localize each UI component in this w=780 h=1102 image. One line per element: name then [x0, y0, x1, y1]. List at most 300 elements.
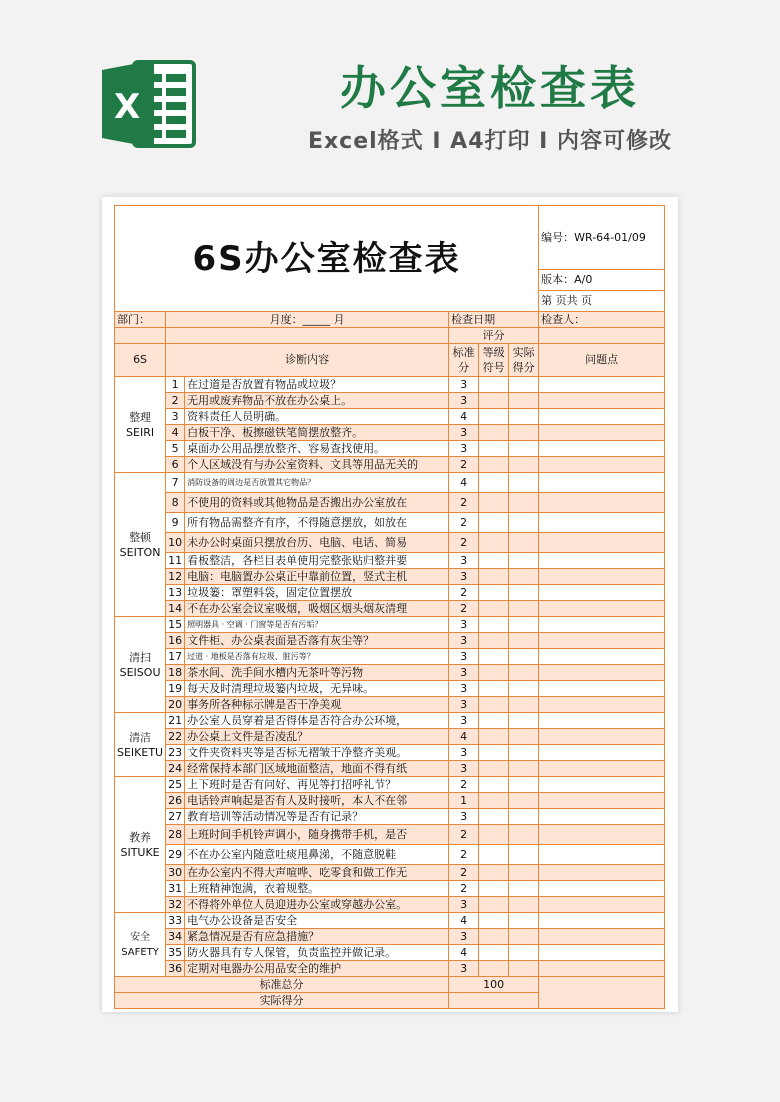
grade-cell[interactable]: [479, 377, 509, 393]
grade-cell[interactable]: [479, 425, 509, 441]
table-row: [115, 409, 665, 425]
table-row: [115, 585, 665, 601]
item-score: 2: [449, 513, 479, 533]
column-header-row: [115, 344, 665, 377]
issue-cell[interactable]: [539, 745, 665, 761]
grade-cell[interactable]: [479, 777, 509, 793]
actual-cell[interactable]: [509, 929, 539, 945]
issue-cell[interactable]: [539, 633, 665, 649]
item-text: 上班精神饱满，衣着规整。: [185, 881, 449, 897]
grade-cell[interactable]: [479, 617, 509, 633]
item-text: 上班时间手机铃声调小，随身携带手机，是否: [185, 825, 449, 845]
table-row: [115, 425, 665, 441]
item-number: 19: [166, 681, 185, 697]
col-6s: 6S: [115, 344, 166, 377]
issue-cell[interactable]: [539, 845, 665, 865]
issue-cell[interactable]: [539, 569, 665, 585]
item-text: 教育培训等活动情况等是否有记录？: [185, 809, 449, 825]
table-row: [115, 793, 665, 809]
actual-cell[interactable]: [509, 881, 539, 897]
item-text: 在办公室内不得大声喧哗、吃零食和做工作无: [185, 865, 449, 881]
item-text: 文件夹资料夹等是否标无褶皱干净整齐美观。: [185, 745, 449, 761]
date-label: 检查日期: [449, 312, 539, 328]
actual-cell[interactable]: [509, 697, 539, 713]
issue-cell[interactable]: [539, 441, 665, 457]
grade-cell[interactable]: [479, 713, 509, 729]
item-number: 14: [166, 601, 185, 617]
item-number: 1: [166, 377, 185, 393]
item-text: 消防设备的周边是否放置其它物品？: [185, 473, 449, 493]
item-text: 防火器具有专人保管，负责监控并做记录。: [185, 945, 449, 961]
table-row: [115, 961, 665, 977]
item-number: 16: [166, 633, 185, 649]
issue-cell[interactable]: [539, 945, 665, 961]
inspector-label: 检查人：: [539, 312, 665, 328]
item-number: 22: [166, 729, 185, 745]
issue-cell[interactable]: [539, 681, 665, 697]
item-number: 24: [166, 761, 185, 777]
item-score: 3: [449, 697, 479, 713]
item-score: 3: [449, 809, 479, 825]
category-cell: [115, 617, 166, 713]
table-row: [115, 945, 665, 961]
actual-cell[interactable]: [509, 393, 539, 409]
item-number: 36: [166, 961, 185, 977]
table-row: [115, 633, 665, 649]
grade-cell[interactable]: [479, 929, 509, 945]
issue-cell[interactable]: [539, 473, 665, 493]
item-number: 25: [166, 777, 185, 793]
category-roman: SAFETY: [121, 946, 159, 958]
actual-cell[interactable]: [509, 377, 539, 393]
grade-cell[interactable]: [479, 793, 509, 809]
item-number: 4: [166, 425, 185, 441]
item-text: 在过道是否放置有物品或垃圾？: [185, 377, 449, 393]
issue-cell[interactable]: [539, 961, 665, 977]
item-number: 23: [166, 745, 185, 761]
banner-subtitle: Excel格式 I A4打印 I 内容可修改: [307, 129, 673, 154]
total-label: 标准总分: [115, 977, 449, 993]
issue-cell[interactable]: [539, 409, 665, 425]
item-text: 不在办公室内随意吐痰甩鼻涕，不随意脱鞋: [185, 845, 449, 865]
issue-cell[interactable]: [539, 761, 665, 777]
item-text: 不得将外单位人员迎进办公室或穿越办公室。: [185, 897, 449, 913]
col-std: 标准分: [449, 344, 479, 377]
item-number: 20: [166, 697, 185, 713]
grade-cell[interactable]: [479, 697, 509, 713]
item-number: 27: [166, 809, 185, 825]
col-grade: 等级符号: [479, 344, 509, 377]
item-text: 电脑：电脑置办公桌正中靠前位置，竖式主机: [185, 569, 449, 585]
item-number: 18: [166, 665, 185, 681]
category-cell: [115, 777, 166, 913]
item-score: 3: [449, 961, 479, 977]
item-score: 3: [449, 617, 479, 633]
table-row: [115, 493, 665, 513]
item-number: 32: [166, 897, 185, 913]
grade-cell[interactable]: [479, 393, 509, 409]
item-text: 白板干净、板擦磁铁笔简摆放整齐。: [185, 425, 449, 441]
grade-cell[interactable]: [479, 809, 509, 825]
actual-cell[interactable]: [509, 825, 539, 845]
actual-cell[interactable]: [509, 457, 539, 473]
issue-cell[interactable]: [539, 897, 665, 913]
actual-cell[interactable]: [509, 761, 539, 777]
item-score: 3: [449, 713, 479, 729]
item-number: 17: [166, 649, 185, 665]
table-row: [115, 713, 665, 729]
col-issue: 问题点: [539, 344, 665, 377]
issue-cell[interactable]: [539, 533, 665, 553]
actual-cell[interactable]: [509, 473, 539, 493]
grade-cell[interactable]: [479, 881, 509, 897]
actual-cell[interactable]: [509, 681, 539, 697]
total-row: [115, 977, 665, 993]
item-score: 2: [449, 493, 479, 513]
grade-cell[interactable]: [479, 649, 509, 665]
issue-cell[interactable]: [539, 777, 665, 793]
issue-cell[interactable]: [539, 457, 665, 473]
actual-cell[interactable]: [509, 845, 539, 865]
item-number: 2: [166, 393, 185, 409]
item-score: 3: [449, 897, 479, 913]
grade-cell[interactable]: [479, 533, 509, 553]
actual-cell[interactable]: [509, 409, 539, 425]
grade-cell[interactable]: [479, 665, 509, 681]
issue-cell[interactable]: [539, 601, 665, 617]
grade-cell[interactable]: [479, 961, 509, 977]
grade-cell[interactable]: [479, 585, 509, 601]
actual-cell[interactable]: [509, 553, 539, 569]
actual-total-cell[interactable]: [449, 993, 539, 1009]
issue-cell[interactable]: [539, 377, 665, 393]
spreadsheet: [102, 197, 678, 1012]
item-score: 3: [449, 569, 479, 585]
item-score: 3: [449, 393, 479, 409]
code-cell: 编号：WR-64-01/09: [539, 206, 665, 270]
issue-cell[interactable]: [539, 913, 665, 929]
actual-cell[interactable]: [509, 897, 539, 913]
item-score: 1: [449, 793, 479, 809]
issue-cell[interactable]: [539, 713, 665, 729]
item-score: 3: [449, 649, 479, 665]
item-text: 上下班时是否有问好、再见等打招呼礼节？: [185, 777, 449, 793]
actual-cell[interactable]: [509, 649, 539, 665]
item-text: 不使用的资料或其他物品是否搬出办公室放在: [185, 493, 449, 513]
actual-cell[interactable]: [509, 713, 539, 729]
grade-cell[interactable]: [479, 945, 509, 961]
actual-cell[interactable]: [509, 865, 539, 881]
item-score: 2: [449, 777, 479, 793]
item-number: 13: [166, 585, 185, 601]
table-row: [115, 845, 665, 865]
actual-cell[interactable]: [509, 633, 539, 649]
issue-cell[interactable]: [539, 825, 665, 845]
item-number: 26: [166, 793, 185, 809]
table-row: [115, 617, 665, 633]
table-row: [115, 569, 665, 585]
category-roman: SEIKETU: [117, 745, 164, 759]
issue-cell[interactable]: [539, 665, 665, 681]
item-number: 5: [166, 441, 185, 457]
category-cell: [115, 913, 166, 977]
actual-cell[interactable]: [509, 585, 539, 601]
issue-cell[interactable]: [539, 865, 665, 881]
item-text: 茶水间、洗手间水槽内无茶叶等污物: [185, 665, 449, 681]
total-issue-cell[interactable]: [539, 977, 665, 1009]
item-text: 垃圾篓：罩塑料袋，固定位置摆放: [185, 585, 449, 601]
table-row: [115, 777, 665, 793]
item-number: 9: [166, 513, 185, 533]
actual-cell[interactable]: [509, 493, 539, 513]
total-value: 100: [449, 977, 539, 993]
item-text: 桌面办公用品摆放整齐、容易查找使用。: [185, 441, 449, 457]
item-text: 办公室人员穿着是否得体是否符合办公环境，: [185, 713, 449, 729]
table-row: [115, 809, 665, 825]
grade-cell[interactable]: [479, 601, 509, 617]
category-name: 清扫: [129, 650, 152, 664]
item-text: 看板整洁，各栏目表单使用完整张贴归整并要: [185, 553, 449, 569]
category-name: 清洁: [129, 730, 152, 744]
info-row: [115, 312, 665, 328]
grade-cell[interactable]: [479, 409, 509, 425]
item-number: 30: [166, 865, 185, 881]
category-name: 安全: [130, 931, 151, 943]
actual-cell[interactable]: [509, 793, 539, 809]
table-row: [115, 665, 665, 681]
grade-cell[interactable]: [479, 473, 509, 493]
grade-cell[interactable]: [479, 845, 509, 865]
table-row: [115, 913, 665, 929]
item-number: 12: [166, 569, 185, 585]
actual-cell[interactable]: [509, 961, 539, 977]
item-number: 11: [166, 553, 185, 569]
item-text: 所有物品需整齐有序，不得随意摆放，如放在: [185, 513, 449, 533]
table-row: [115, 649, 665, 665]
item-score: 4: [449, 913, 479, 929]
category-name: 教养: [129, 830, 152, 844]
excel-icon: [100, 56, 198, 152]
item-score: 2: [449, 865, 479, 881]
grade-cell[interactable]: [479, 633, 509, 649]
item-text: 事务所各种标示牌是否干净美观: [185, 697, 449, 713]
item-text: 无用或废弃物品不放在办公桌上。: [185, 393, 449, 409]
actual-cell[interactable]: [509, 425, 539, 441]
table-row: [115, 457, 665, 473]
table-row: [115, 881, 665, 897]
category-cell: [115, 713, 166, 777]
item-score: 3: [449, 553, 479, 569]
item-text: 资料责任人员明确。: [185, 409, 449, 425]
table-row: [115, 533, 665, 553]
item-number: 34: [166, 929, 185, 945]
item-score: 3: [449, 929, 479, 945]
item-number: 28: [166, 825, 185, 845]
actual-cell[interactable]: [509, 533, 539, 553]
item-score: 3: [449, 377, 479, 393]
grade-cell[interactable]: [479, 865, 509, 881]
issue-cell[interactable]: [539, 697, 665, 713]
table-row: [115, 865, 665, 881]
item-number: 6: [166, 457, 185, 473]
category-cell: [115, 473, 166, 617]
table-row: [115, 897, 665, 913]
item-text: 个人区域没有与办公室资料、文具等用品无关的: [185, 457, 449, 473]
table-row: [115, 553, 665, 569]
grade-cell[interactable]: [479, 761, 509, 777]
grade-cell[interactable]: [479, 493, 509, 513]
issue-cell[interactable]: [539, 649, 665, 665]
actual-cell[interactable]: [509, 809, 539, 825]
issue-cell[interactable]: [539, 617, 665, 633]
category-roman: SEISOU: [119, 665, 161, 679]
actual-cell[interactable]: [509, 617, 539, 633]
item-score: 3: [449, 665, 479, 681]
actual-cell[interactable]: [509, 665, 539, 681]
item-text: 经常保持本部门区域地面整洁，地面不得有纸: [185, 761, 449, 777]
month-label: 月度：_____ 月: [166, 312, 449, 328]
banner-title: 办公室检查表: [340, 61, 640, 115]
item-text: 电气办公设备是否安全: [185, 913, 449, 929]
score-header: 评分: [449, 328, 539, 344]
item-number: 33: [166, 913, 185, 929]
grade-cell[interactable]: [479, 553, 509, 569]
item-score: 2: [449, 881, 479, 897]
actual-cell[interactable]: [509, 513, 539, 533]
issue-cell[interactable]: [539, 809, 665, 825]
item-score: 2: [449, 825, 479, 845]
table-row: [115, 929, 665, 945]
category-name: 整顿: [129, 530, 152, 544]
category-roman: SITUKE: [120, 845, 160, 859]
table-row: [115, 745, 665, 761]
issue-cell[interactable]: [539, 425, 665, 441]
sheet-title: 6S办公室检查表: [115, 206, 539, 312]
issue-cell[interactable]: [539, 881, 665, 897]
item-score: 3: [449, 441, 479, 457]
issue-cell[interactable]: [539, 493, 665, 513]
item-text: 文件柜、办公桌表面是否落有灰尘等？: [185, 633, 449, 649]
version-cell: 版本：A/0: [539, 270, 665, 291]
category-name: 整理: [129, 410, 152, 424]
item-text: 过道 · 地板是否落有垃圾、脏污等？: [185, 649, 449, 665]
item-score: 4: [449, 409, 479, 425]
item-score: 2: [449, 533, 479, 553]
table-row: [115, 601, 665, 617]
item-number: 31: [166, 881, 185, 897]
item-score: 4: [449, 473, 479, 493]
category-cell: [115, 377, 166, 473]
issue-cell[interactable]: [539, 585, 665, 601]
item-text: 紧急情况是否有应急措施？: [185, 929, 449, 945]
grade-cell[interactable]: [479, 457, 509, 473]
issue-cell[interactable]: [539, 553, 665, 569]
item-text: 照明器具 · 空调 · 门窗等是否有污垢？: [185, 617, 449, 633]
item-text: 定期对电器办公用品安全的维护: [185, 961, 449, 977]
actual-cell[interactable]: [509, 745, 539, 761]
actual-label: 实际得分: [115, 993, 449, 1009]
actual-cell[interactable]: [509, 569, 539, 585]
category-roman: SEIRI: [126, 425, 155, 439]
banner: [0, 0, 780, 190]
page-cell: 第 页共 页: [539, 291, 665, 312]
item-score: 2: [449, 585, 479, 601]
issue-cell[interactable]: [539, 793, 665, 809]
item-text: 未办公时桌面只摆放台历、电脑、电话、简易: [185, 533, 449, 553]
item-score: 3: [449, 745, 479, 761]
actual-cell[interactable]: [509, 913, 539, 929]
issue-cell[interactable]: [539, 929, 665, 945]
item-score: 2: [449, 601, 479, 617]
item-number: 15: [166, 617, 185, 633]
grade-cell[interactable]: [479, 913, 509, 929]
item-text: 每天及时清理垃圾篓内垃圾，无异味。: [185, 681, 449, 697]
category-roman: SEITON: [119, 545, 161, 559]
title-row: [115, 206, 665, 270]
item-number: 35: [166, 945, 185, 961]
item-text: 不在办公室会议室吸烟，吸烟区烟头烟灰清理: [185, 601, 449, 617]
table-row: [115, 513, 665, 533]
grade-cell[interactable]: [479, 441, 509, 457]
item-text: 电话铃声响起是否有人及时接听，本人不在邻: [185, 793, 449, 809]
item-number: 7: [166, 473, 185, 493]
item-score: 3: [449, 425, 479, 441]
item-score: 4: [449, 729, 479, 745]
col-content: 诊断内容: [166, 344, 449, 377]
item-number: 21: [166, 713, 185, 729]
table-row: [115, 377, 665, 393]
table-row: [115, 729, 665, 745]
actual-cell[interactable]: [509, 945, 539, 961]
grade-cell[interactable]: [479, 513, 509, 533]
grade-cell[interactable]: [479, 745, 509, 761]
table-row: [115, 681, 665, 697]
issue-cell[interactable]: [539, 393, 665, 409]
table-row: [115, 825, 665, 845]
item-score: 3: [449, 633, 479, 649]
grade-cell[interactable]: [479, 825, 509, 845]
item-score: 3: [449, 681, 479, 697]
actual-cell[interactable]: [509, 777, 539, 793]
item-text: 办公桌上文件是否凌乱？: [185, 729, 449, 745]
table-row: [115, 761, 665, 777]
table-row: [115, 393, 665, 409]
actual-cell[interactable]: [509, 441, 539, 457]
col-actual: 实际得分: [509, 344, 539, 377]
item-number: 29: [166, 845, 185, 865]
item-score: 4: [449, 945, 479, 961]
item-score: 2: [449, 845, 479, 865]
actual-cell[interactable]: [509, 729, 539, 745]
item-score: 2: [449, 457, 479, 473]
item-number: 3: [166, 409, 185, 425]
issue-cell[interactable]: [539, 513, 665, 533]
checklist-table: [114, 205, 665, 1009]
grade-cell[interactable]: [479, 681, 509, 697]
grade-cell[interactable]: [479, 569, 509, 585]
item-number: 8: [166, 493, 185, 513]
grade-cell[interactable]: [479, 897, 509, 913]
issue-cell[interactable]: [539, 729, 665, 745]
item-number: 10: [166, 533, 185, 553]
grade-cell[interactable]: [479, 729, 509, 745]
excel-icon-letter: X: [114, 87, 141, 127]
actual-cell[interactable]: [509, 601, 539, 617]
item-score: 3: [449, 761, 479, 777]
dept-label: 部门：: [115, 312, 166, 328]
table-row: [115, 473, 665, 493]
table-row: [115, 441, 665, 457]
